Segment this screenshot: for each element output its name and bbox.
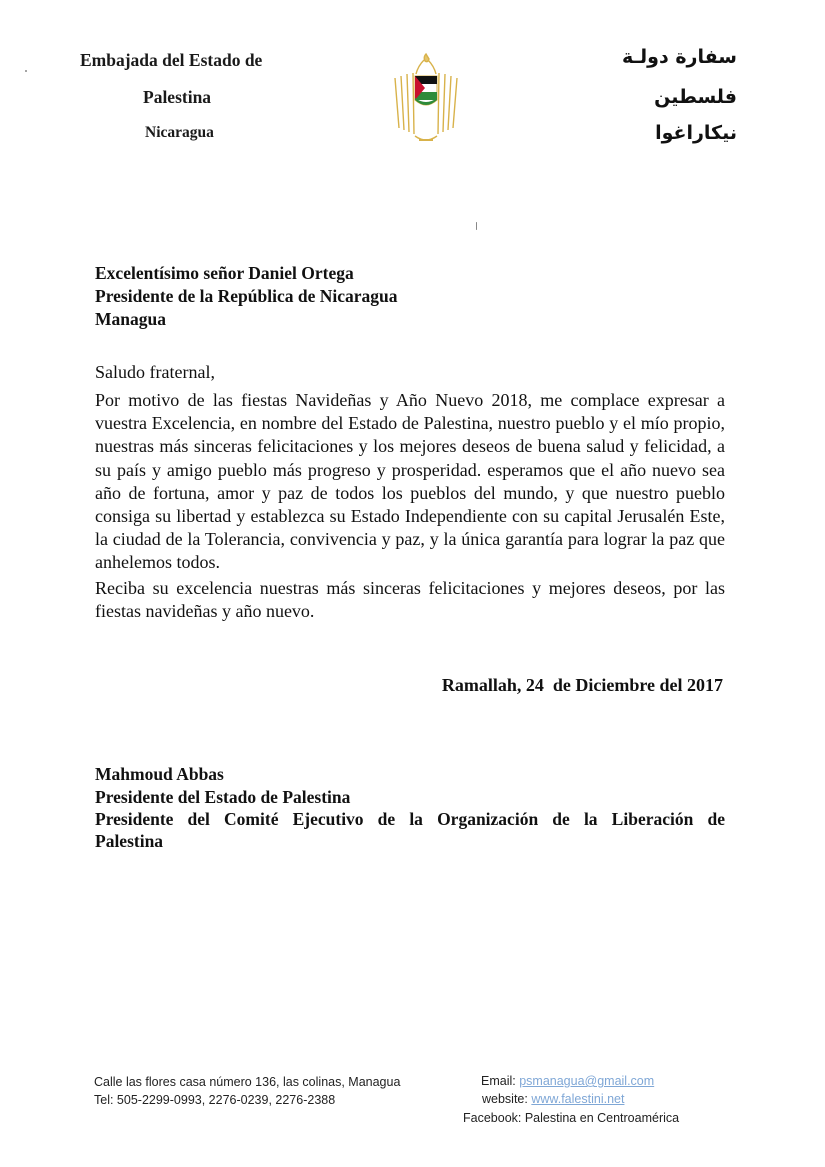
recipient-name: Excelentísimo señor Daniel Ortega [95,263,354,283]
palestine-coat-of-arms-icon [385,48,467,148]
recipient-title: Presidente de la República de Nicaragua [95,286,398,306]
footer-phone: Tel: 505-2299-0993, 2276-0239, 2276-2388 [94,1093,336,1107]
recipient-city: Managua [95,309,166,329]
signatory-title: Presidente del Estado de Palestina [95,787,351,807]
signatory-name: Mahmoud Abbas [95,764,224,784]
signatory-title-2: Presidente del Comité Ejecutivo de la Organización de la Liberación de [95,809,725,829]
footer-facebook: Facebook: Palestina en Centroamérica [463,1111,680,1125]
email-label: Email: [481,1074,520,1088]
email-link[interactable]: psmanagua@gmail.com [519,1074,655,1088]
scan-speck [476,222,477,230]
embassy-country: Nicaragua [145,124,214,141]
footer-address: Calle las flores casa número 136, las colinas, Managua [94,1075,401,1089]
footer-website [482,1092,624,1106]
embassy-country-arabic: نيكاراغوا [655,122,737,144]
embassy-name-line2: Palestina [143,87,212,107]
embassy-name-arabic-line2: فلسطين [654,86,737,108]
website-link[interactable]: www.falestini.net [531,1092,625,1106]
website-label: website: [482,1092,532,1106]
embassy-name-arabic-line1: سفارة دولـة [622,46,737,68]
embassy-name-line1: Embajada del Estado de [80,50,263,70]
body-paragraph: Reciba su excelencia nuestras más sinceras felicitaciones y mejores deseos, por las fiestas navideñas y año nuevo. [95,578,725,622]
flag-shield-icon [415,76,437,105]
body-paragraph: Por motivo de las fiestas Navideñas y Año Nuevo 2018, me complace expresar a vuestra Excelencia, en nombre del Estado de Palestina, nuestro pueblo y el mío propio, nuestras más sinceras felicitaciones y los mejores deseos de buena salud y felicidad, a su país y amigo pueblo más progreso y prosperidad. esperamos que el año nuevo sea año de fortuna, amor y paz de todos los pueblos del mundo, y que nuestro pueblo consiga su libertad y establezca su Estado Independiente con su capital Jerusalén Este, la ciudad de la Tolerancia, convivencia y paz, y la única garantía para lograr la paz que anhelemos todos. [95,390,725,573]
scan-speck [25,70,27,72]
greeting: Saludo fraternal, [95,362,215,382]
signatory-title-2-cont: Palestina [95,831,164,851]
date-line: Ramallah, 24 de Diciembre del 2017 [441,675,723,695]
footer-email [481,1074,654,1088]
